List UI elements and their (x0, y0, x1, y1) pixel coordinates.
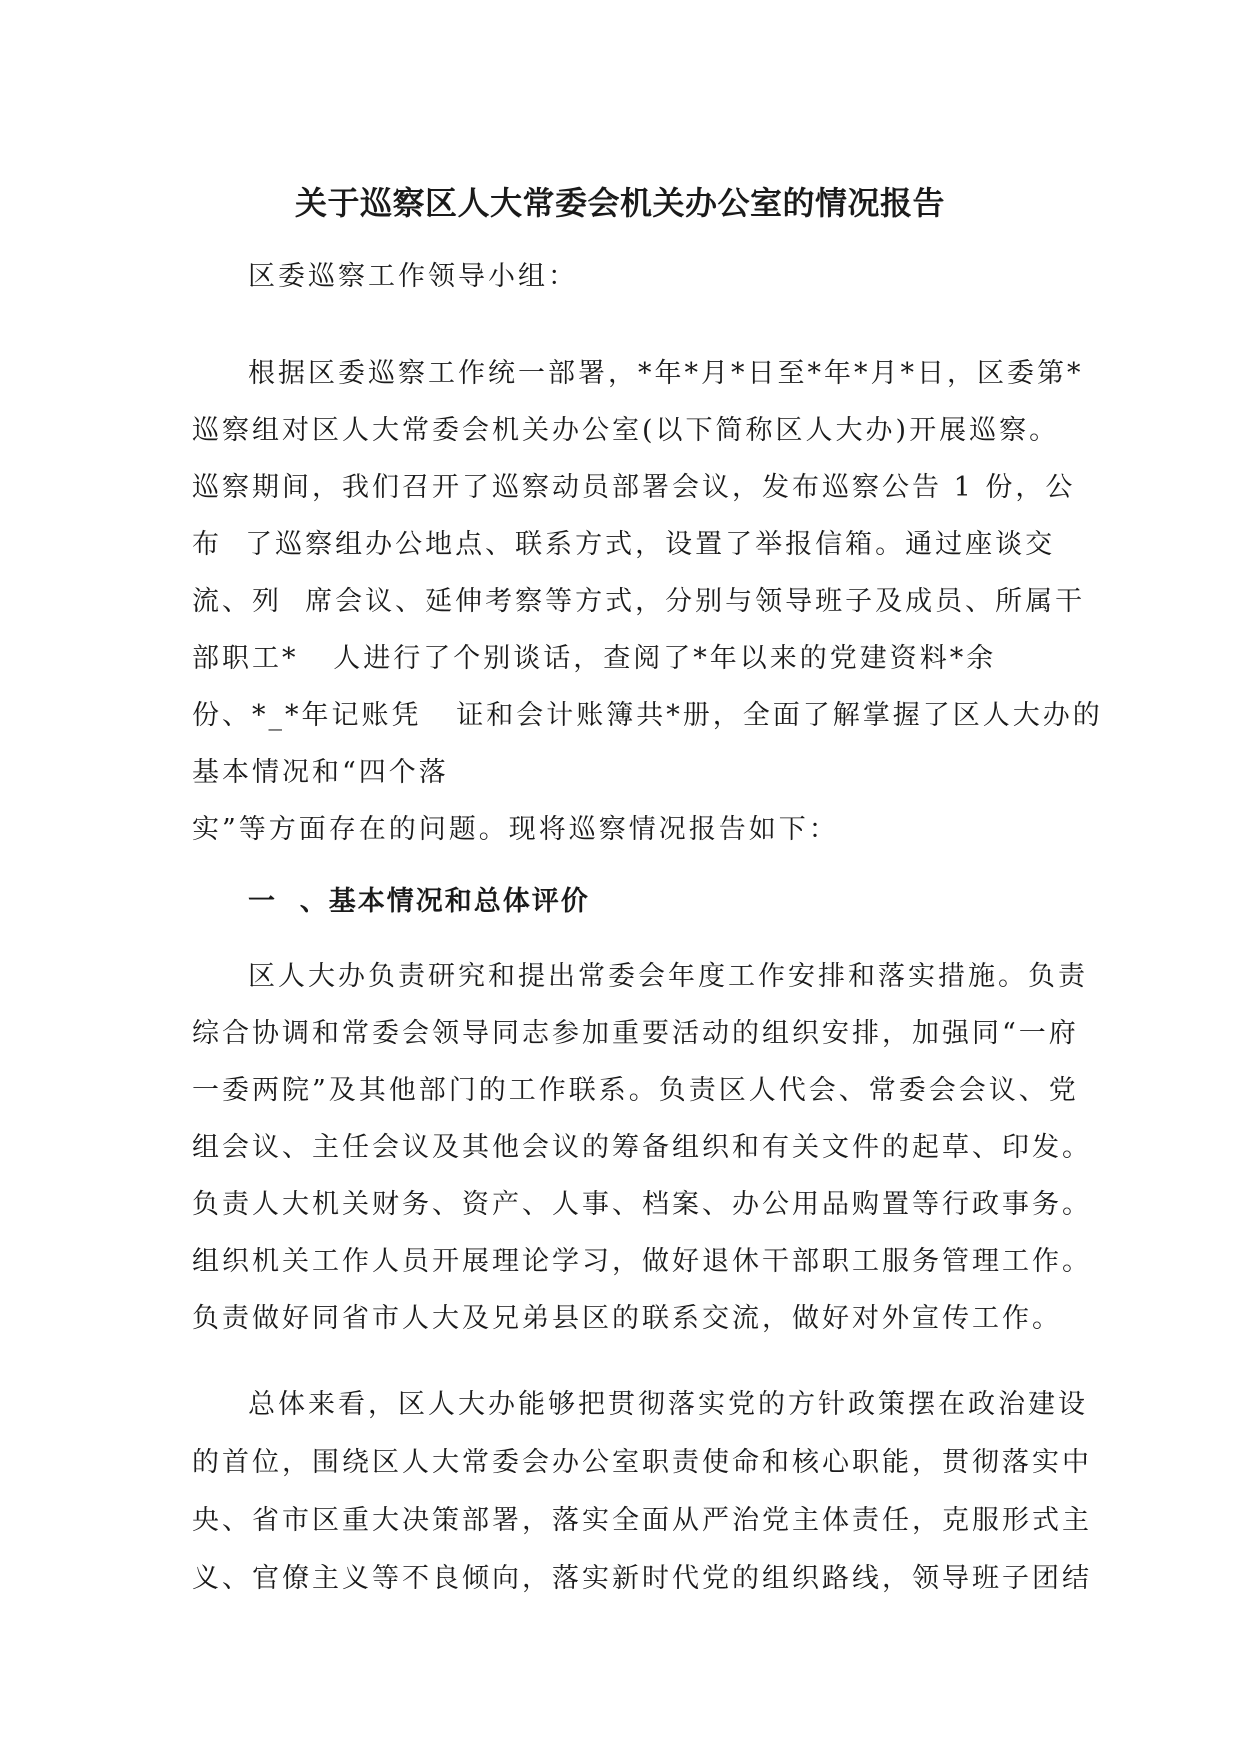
section-heading-1: 一 、基本情况和总体评价 (248, 886, 590, 917)
intro-line-5: 流、列 席会议、延伸考察等方式，分别与领导班子及成员、所属干 (192, 586, 1086, 617)
para2-line-6: 组织机关工作人员开展理论学习，做好退休干部职工服务管理工作。 (192, 1246, 1092, 1277)
intro-line-4: 布 了巡察组办公地点、联系方式，设置了举报信箱。通过座谈交 (192, 529, 1056, 560)
para3-line-3: 央、省市区重大决策部署，落实全面从严治党主体责任，克服形式主 (192, 1505, 1092, 1536)
para3-line-1: 总体来看，区人大办能够把贯彻落实党的方针政策摆在政治建设 (248, 1389, 1088, 1420)
para3-line-4: 义、官僚主义等不良倾向，落实新时代党的组织路线，领导班子团结 (192, 1563, 1092, 1594)
para2-line-5: 负责人大机关财务、资产、人事、档案、办公用品购置等行政事务。 (192, 1189, 1092, 1220)
para2-line-7: 负责做好同省市人大及兄弟县区的联系交流，做好对外宣传工作。 (192, 1303, 1062, 1334)
para2-line-1: 区人大办负责研究和提出常委会年度工作安排和落实措施。负责 (248, 961, 1088, 992)
para2-line-3: 一委两院”及其他部门的工作联系。负责区人代会、常委会会议、党 (192, 1075, 1079, 1106)
document-title: 关于巡察区人大常委会机关办公室的情况报告 (294, 184, 945, 222)
intro-line-7: 份、*_*年记账凭 证和会计账簿共*册，全面了解掌握了区人大办的 (192, 700, 1103, 731)
intro-line-2: 巡察组对区人大常委会机关办公室(以下简称区人大办)开展巡察。 (192, 415, 1060, 446)
para3-line-2: 的首位，围绕区人大常委会办公室职责使命和核心职能，贯彻落实中 (192, 1447, 1092, 1478)
intro-line-1: 根据区委巡察工作统一部署，*年*月*日至*年*月*日，区委第* (248, 358, 1084, 389)
intro-line-6: 部职工* 人进行了个别谈话，查阅了*年以来的党建资料*余 (192, 643, 997, 674)
salutation: 区委巡察工作领导小组： (248, 261, 578, 292)
intro-line-8: 基本情况和“四个落 (192, 757, 449, 788)
intro-line-3: 巡察期间，我们召开了巡察动员部署会议，发布巡察公告 1 份，公 (192, 472, 1076, 503)
intro-line-9: 实”等方面存在的问题。现将巡察情况报告如下： (192, 814, 839, 845)
para2-line-4: 组会议、主任会议及其他会议的筹备组织和有关文件的起草、印发。 (192, 1132, 1092, 1163)
para2-line-2: 综合协调和常委会领导同志参加重要活动的组织安排，加强同“一府 (192, 1018, 1079, 1049)
